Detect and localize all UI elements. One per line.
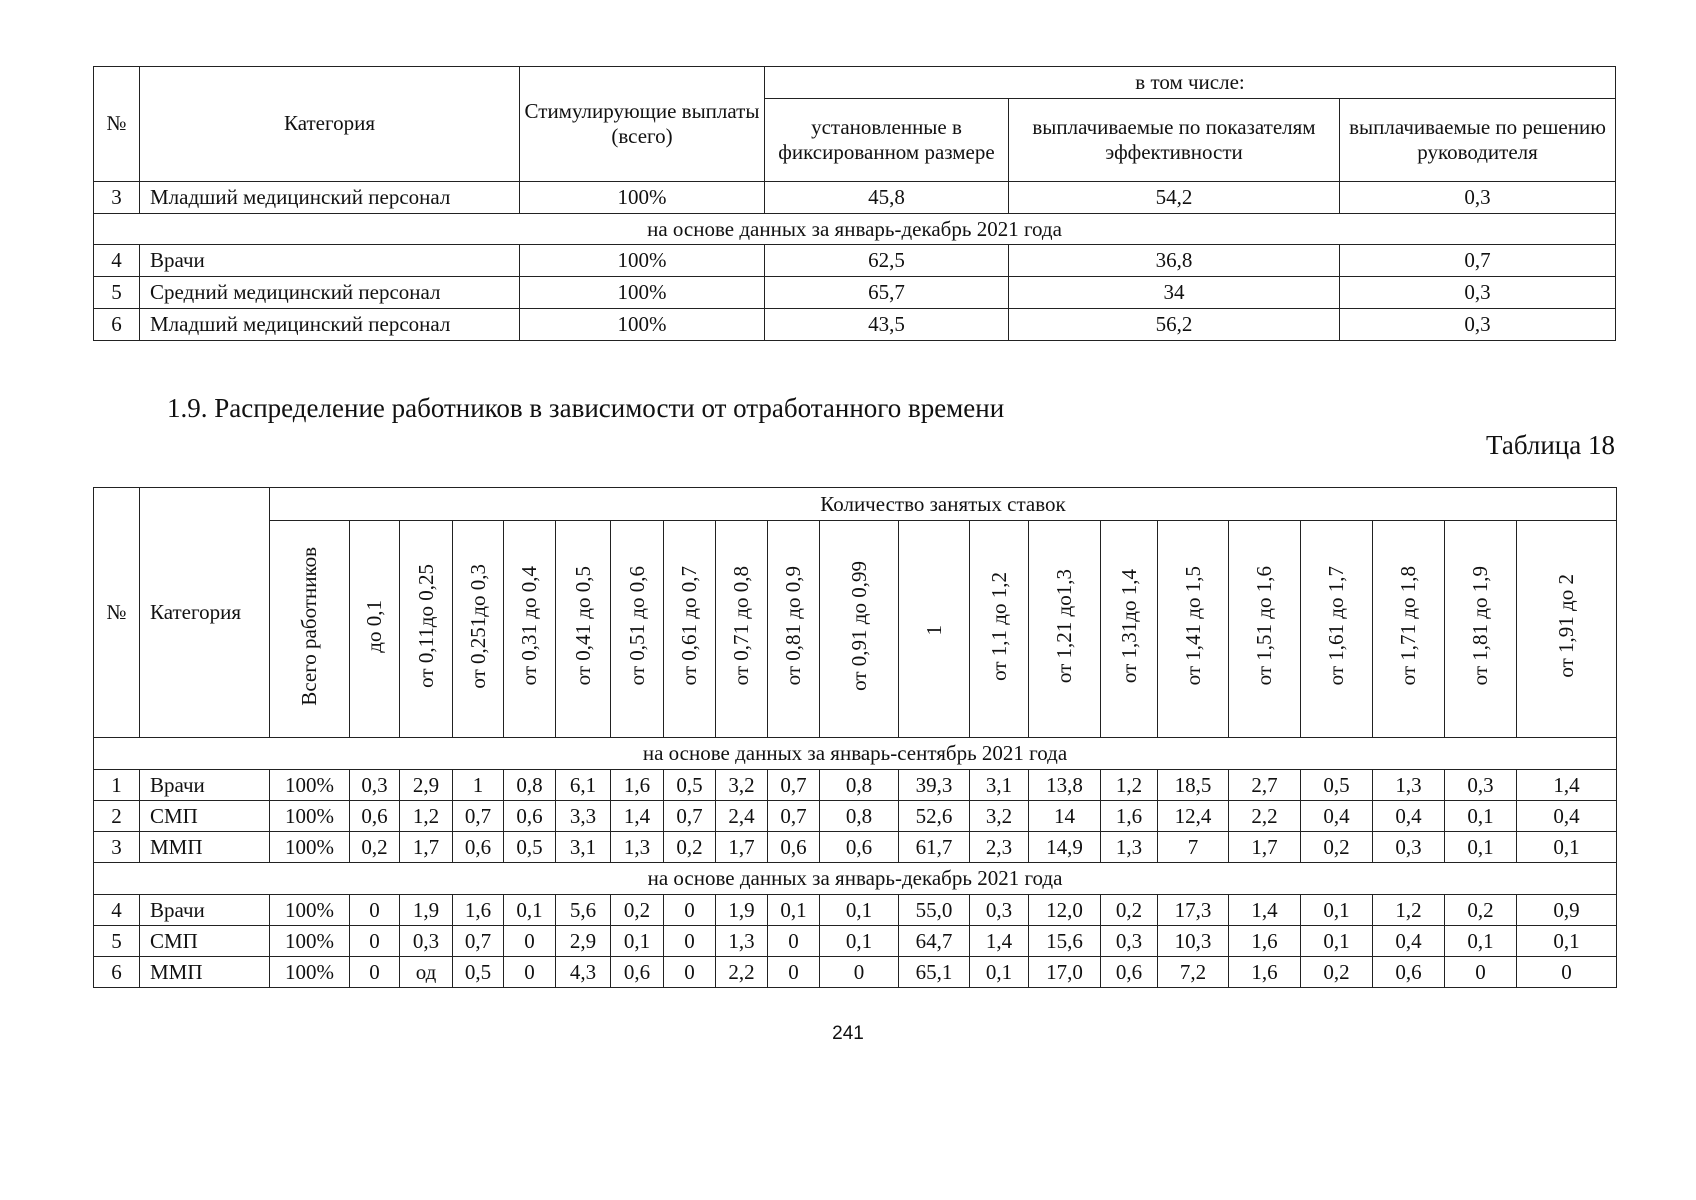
column-header [453, 521, 504, 738]
cell-value: 0,1 [1301, 895, 1373, 926]
cell-efficiency: 54,2 [1009, 182, 1340, 214]
header-fixed: установленные в фиксированном размере [765, 99, 1009, 182]
header-total: Стимулирующие выплаты (всего) [520, 67, 765, 182]
cell-value: 55,0 [899, 895, 970, 926]
column-header [1029, 521, 1101, 738]
column-header [270, 521, 350, 738]
cell-value: 39,3 [899, 770, 970, 801]
cell-value: 0,7 [453, 926, 504, 957]
column-header-label: от 0,41 до 0,5 [570, 566, 595, 686]
cell-value: 0,6 [820, 832, 899, 863]
cell-value: 12,0 [1029, 895, 1101, 926]
column-header-label: от 1,1 до 1,2 [986, 571, 1011, 681]
cell-value: 0,1 [768, 895, 820, 926]
cell-num: 5 [94, 926, 140, 957]
cell-value: 1,6 [453, 895, 504, 926]
column-header-label: от 1,41 до 1,5 [1180, 566, 1205, 686]
column-header-label: от 1,51 до 1,6 [1252, 566, 1276, 686]
cell-value: 0 [350, 926, 400, 957]
cell-value: 0,2 [611, 895, 664, 926]
cell-total: 100% [520, 245, 765, 277]
cell-value: 1,2 [400, 801, 453, 832]
table-label: Таблица 18 [1486, 430, 1615, 460]
cell-value: 0,5 [1301, 770, 1373, 801]
column-header-label: до 0,1 [362, 599, 386, 653]
cell-value: 17,0 [1029, 957, 1101, 988]
table-row [94, 895, 1617, 926]
table-row [94, 245, 1616, 277]
period-header: на основе данных за январь-декабрь 2021 года [94, 214, 1616, 245]
cell-value: 1,4 [1229, 895, 1301, 926]
column-header-label: от 0,81 до 0,9 [781, 566, 805, 686]
cell-value: 0,7 [664, 801, 716, 832]
cell-value: 0,2 [1445, 895, 1517, 926]
cell-value: 12,4 [1158, 801, 1229, 832]
header-including: в том числе: [765, 67, 1616, 99]
cell-value: 1,4 [1517, 770, 1617, 801]
cell-value: 61,7 [899, 832, 970, 863]
cell-value: 0,5 [504, 832, 556, 863]
cell-fixed: 43,5 [765, 309, 1009, 341]
table-row [94, 801, 1617, 832]
cell-value: 1,4 [970, 926, 1029, 957]
cell-value: 0,3 [970, 895, 1029, 926]
work-time-table [93, 487, 1617, 988]
column-header-label: от 1,81 до 1,9 [1468, 566, 1492, 686]
cell-num: 5 [94, 277, 140, 309]
cell-value: 3,2 [970, 801, 1029, 832]
cell-category: Врачи [140, 245, 520, 277]
cell-value: 0 [350, 895, 400, 926]
cell-value: 0,2 [1101, 895, 1158, 926]
cell-value: 0 [664, 957, 716, 988]
cell-value: 1,6 [1101, 801, 1158, 832]
cell-fixed: 62,5 [765, 245, 1009, 277]
cell-value: 0 [1517, 957, 1617, 988]
column-header [400, 521, 453, 738]
table-row [94, 926, 1617, 957]
cell-manager: 0,3 [1340, 277, 1616, 309]
cell-value: 1,9 [716, 895, 768, 926]
cell-value: од [400, 957, 453, 988]
cell-value: 0,2 [350, 832, 400, 863]
cell-value: 0,2 [664, 832, 716, 863]
cell-value: 0,3 [400, 926, 453, 957]
cell-value: 0,1 [1445, 926, 1517, 957]
cell-value: 0,6 [350, 801, 400, 832]
cell-value: 0 [768, 926, 820, 957]
cell-value: 3,1 [970, 770, 1029, 801]
period-header: на основе данных за январь-декабрь 2021 года [94, 863, 1617, 895]
header-category: Категория [140, 488, 270, 738]
header-rates-group: Количество занятых ставок [270, 488, 1617, 521]
column-header [768, 521, 820, 738]
cell-value: 0,4 [1373, 801, 1445, 832]
cell-value: 0 [768, 957, 820, 988]
cell-value: 13,8 [1029, 770, 1101, 801]
cell-value: 100% [270, 926, 350, 957]
cell-value: 0,8 [504, 770, 556, 801]
cell-num: 2 [94, 801, 140, 832]
cell-value: 0,6 [768, 832, 820, 863]
cell-value: 0,6 [1101, 957, 1158, 988]
column-header-label: от 1,91 до 2 [1554, 574, 1578, 678]
cell-value: 1,6 [611, 770, 664, 801]
cell-category: Младший медицинский персонал [140, 309, 520, 341]
cell-manager: 0,3 [1340, 182, 1616, 214]
column-header [556, 521, 611, 738]
cell-value: 0,5 [664, 770, 716, 801]
column-header [350, 521, 400, 738]
cell-value: 100% [270, 957, 350, 988]
cell-category: Врачи [140, 770, 270, 801]
cell-fixed: 65,7 [765, 277, 1009, 309]
cell-value: 14 [1029, 801, 1101, 832]
column-header-label: от 0,251до 0,3 [465, 563, 490, 689]
cell-value: 100% [270, 832, 350, 863]
cell-value: 0 [664, 926, 716, 957]
cell-value: 1,9 [400, 895, 453, 926]
cell-value: 0,1 [1445, 832, 1517, 863]
cell-value: 5,6 [556, 895, 611, 926]
column-header-label: от 1,31до 1,4 [1116, 568, 1141, 684]
column-header [820, 521, 899, 738]
column-header-label: Всего работников [297, 546, 321, 706]
cell-efficiency: 56,2 [1009, 309, 1340, 341]
cell-num: 3 [94, 832, 140, 863]
period-header: на основе данных за январь-сентябрь 2021 года [94, 738, 1617, 770]
cell-value: 0,3 [350, 770, 400, 801]
cell-total: 100% [520, 277, 765, 309]
cell-value: 7 [1158, 832, 1229, 863]
cell-value: 0,1 [1301, 926, 1373, 957]
cell-value: 0,9 [1517, 895, 1617, 926]
cell-value: 0,7 [768, 770, 820, 801]
cell-value: 0,5 [453, 957, 504, 988]
cell-category: Врачи [140, 895, 270, 926]
header-efficiency: выплачиваемые по показателям эффективности [1009, 99, 1340, 182]
column-header [1158, 521, 1229, 738]
table-row [94, 182, 1616, 214]
cell-num: 6 [94, 309, 140, 341]
column-header [1517, 521, 1617, 738]
column-header [1301, 521, 1373, 738]
cell-category: СМП [140, 926, 270, 957]
column-header [970, 521, 1029, 738]
cell-value: 6,1 [556, 770, 611, 801]
cell-value: 2,9 [556, 926, 611, 957]
cell-value: 1,6 [1229, 957, 1301, 988]
cell-value: 0 [664, 895, 716, 926]
cell-value: 0,3 [1445, 770, 1517, 801]
header-num: № [94, 67, 140, 182]
cell-total: 100% [520, 309, 765, 341]
table-row [94, 957, 1617, 988]
cell-manager: 0,7 [1340, 245, 1616, 277]
cell-value: 0 [1445, 957, 1517, 988]
cell-fixed: 45,8 [765, 182, 1009, 214]
cell-value: 0 [504, 926, 556, 957]
cell-value: 0,8 [820, 770, 899, 801]
column-header [716, 521, 768, 738]
cell-value: 1 [453, 770, 504, 801]
column-header [611, 521, 664, 738]
cell-value: 0,1 [611, 926, 664, 957]
cell-value: 0,3 [1101, 926, 1158, 957]
cell-num: 1 [94, 770, 140, 801]
column-header [1101, 521, 1158, 738]
cell-category: Младший медицинский персонал [140, 182, 520, 214]
cell-value: 1,3 [611, 832, 664, 863]
cell-value: 0,6 [611, 957, 664, 988]
column-header-label: от 0,31 до 0,4 [517, 566, 541, 686]
table-row [94, 770, 1617, 801]
cell-value: 52,6 [899, 801, 970, 832]
cell-value: 3,2 [716, 770, 768, 801]
cell-value: 15,6 [1029, 926, 1101, 957]
cell-value: 0,8 [820, 801, 899, 832]
cell-category: ММП [140, 832, 270, 863]
column-header [1445, 521, 1517, 738]
cell-efficiency: 36,8 [1009, 245, 1340, 277]
column-header-label: от 1,61 до 1,7 [1324, 566, 1348, 686]
cell-value: 2,9 [400, 770, 453, 801]
column-header-label: 1 [921, 625, 946, 636]
cell-value: 1,7 [716, 832, 768, 863]
cell-value: 0,1 [970, 957, 1029, 988]
table-row [94, 832, 1617, 863]
cell-efficiency: 34 [1009, 277, 1340, 309]
cell-value: 1,7 [400, 832, 453, 863]
cell-value: 0,2 [1301, 957, 1373, 988]
cell-value: 0,6 [453, 832, 504, 863]
column-header [899, 521, 970, 738]
cell-value: 0,4 [1517, 801, 1617, 832]
column-header-label: от 0,61 до 0,7 [677, 566, 701, 686]
cell-value: 100% [270, 770, 350, 801]
cell-value: 0,1 [1517, 832, 1617, 863]
column-header-label: от 1,21 до1,3 [1052, 568, 1076, 684]
column-header [1373, 521, 1445, 738]
cell-value: 1,3 [716, 926, 768, 957]
section-title: 1.9. Распределение работников в зависимости от отработанного времени [167, 393, 1005, 423]
cell-category: ММП [140, 957, 270, 988]
cell-value: 0,1 [1517, 926, 1617, 957]
cell-value: 14,9 [1029, 832, 1101, 863]
cell-value: 0,6 [1373, 957, 1445, 988]
cell-value: 17,3 [1158, 895, 1229, 926]
column-header-label: от 0,91 до 0,99 [846, 561, 871, 691]
cell-value: 0,7 [768, 801, 820, 832]
cell-value: 1,3 [1101, 832, 1158, 863]
cell-value: 2,7 [1229, 770, 1301, 801]
cell-category: Средний медицинский персонал [140, 277, 520, 309]
cell-value: 2,2 [716, 957, 768, 988]
column-header-label: от 0,11до 0,25 [413, 564, 438, 688]
cell-value: 1,6 [1229, 926, 1301, 957]
cell-value: 100% [270, 895, 350, 926]
cell-value: 65,1 [899, 957, 970, 988]
cell-value: 0,4 [1301, 801, 1373, 832]
cell-total: 100% [520, 182, 765, 214]
cell-value: 0,1 [1445, 801, 1517, 832]
cell-value: 7,2 [1158, 957, 1229, 988]
cell-num: 6 [94, 957, 140, 988]
cell-value: 0,7 [453, 801, 504, 832]
cell-num: 4 [94, 895, 140, 926]
cell-value: 1,7 [1229, 832, 1301, 863]
page-number: 241 [832, 1023, 864, 1044]
cell-value: 2,3 [970, 832, 1029, 863]
cell-value: 1,2 [1373, 895, 1445, 926]
cell-value: 1,2 [1101, 770, 1158, 801]
column-header-label: от 0,51 до 0,6 [624, 566, 649, 686]
column-header-label: от 1,71 до 1,8 [1396, 566, 1420, 686]
cell-num: 4 [94, 245, 140, 277]
column-header [1229, 521, 1301, 738]
cell-value: 0,1 [820, 926, 899, 957]
cell-num: 3 [94, 182, 140, 214]
column-header-label: от 0,71 до 0,8 [729, 566, 753, 686]
cell-value: 4,3 [556, 957, 611, 988]
cell-value: 0 [504, 957, 556, 988]
cell-value: 2,2 [1229, 801, 1301, 832]
cell-value: 0,1 [504, 895, 556, 926]
cell-value: 3,3 [556, 801, 611, 832]
cell-value: 1,4 [611, 801, 664, 832]
cell-value: 3,1 [556, 832, 611, 863]
table-row [94, 309, 1616, 341]
cell-value: 0 [350, 957, 400, 988]
cell-value: 18,5 [1158, 770, 1229, 801]
cell-value: 0,4 [1373, 926, 1445, 957]
cell-manager: 0,3 [1340, 309, 1616, 341]
column-header [664, 521, 716, 738]
table-row [94, 277, 1616, 309]
header-manager: выплачиваемые по решению руководителя [1340, 99, 1616, 182]
cell-value: 0 [820, 957, 899, 988]
payments-table [93, 66, 1616, 341]
cell-value: 1,3 [1373, 770, 1445, 801]
cell-value: 0,2 [1301, 832, 1373, 863]
cell-value: 10,3 [1158, 926, 1229, 957]
column-header [504, 521, 556, 738]
cell-value: 2,4 [716, 801, 768, 832]
header-num: № [94, 488, 140, 738]
cell-value: 100% [270, 801, 350, 832]
cell-value: 0,1 [820, 895, 899, 926]
cell-value: 64,7 [899, 926, 970, 957]
cell-value: 0,6 [504, 801, 556, 832]
cell-value: 0,3 [1373, 832, 1445, 863]
header-category: Категория [140, 67, 520, 182]
cell-category: СМП [140, 801, 270, 832]
